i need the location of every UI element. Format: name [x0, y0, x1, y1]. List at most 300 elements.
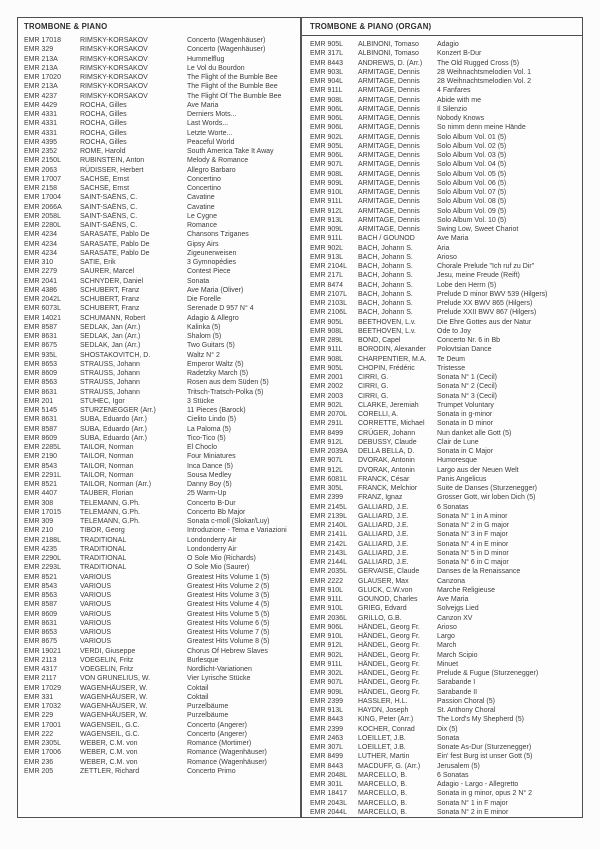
composer-name: RUBINSTEIN, Anton	[80, 157, 145, 165]
piece-title: South America Take It Away	[187, 148, 274, 155]
catalog-row	[24, 351, 296, 360]
piece-title: 6 Sonatas	[437, 503, 469, 511]
emr-number: EMR 2399	[310, 725, 344, 733]
composer-name: RIMSKY-KORSAKOV	[80, 74, 148, 81]
piece-title: O Sole Mio (Richards)	[187, 555, 256, 562]
emr-number: EMR 907L	[310, 679, 344, 687]
composer-name: STUHEC, Igor	[80, 397, 125, 405]
piece-title: Concertino	[187, 175, 221, 183]
composer-name: STRAUSS, Johann	[80, 379, 140, 387]
catalog-row	[24, 674, 296, 683]
emr-number: EMR 8587	[24, 425, 58, 433]
composer-name: BACH, Johann S.	[358, 253, 413, 261]
composer-name: GOUNOD, Charles	[358, 596, 418, 603]
composer-name: BACH, Johann S.	[358, 309, 413, 317]
catalog-row	[310, 114, 578, 123]
piece-title: Passion Choral (5)	[437, 697, 495, 705]
composer-name: TELEMANN, G.Ph.	[80, 518, 140, 525]
catalog-row	[310, 244, 578, 253]
piece-title: Greatest Hits Volume 8 (5)	[187, 638, 270, 646]
piece-title: Ave Maria (Oliver)	[187, 286, 244, 294]
piece-title: Largo	[437, 633, 455, 640]
composer-name: SCHUBERT, Franz	[80, 286, 140, 294]
piece-title: Humoresque	[437, 457, 478, 465]
catalog-row	[24, 425, 296, 434]
catalog-row	[310, 567, 578, 576]
emr-number: EMR 911L	[310, 346, 343, 354]
piece-title: Derniers Mots...	[187, 111, 237, 118]
composer-name: BACH, Johann S.	[358, 290, 413, 298]
composer-name: RIMSKY-KORSAKOV	[80, 83, 148, 91]
composer-name: ALBINONI, Tomaso	[358, 50, 419, 58]
emr-number: EMR 912L	[310, 207, 344, 215]
composer-name: LOEILLET, J.B.	[358, 744, 406, 751]
catalog-row	[24, 45, 296, 54]
emr-number: EMR 2399	[310, 494, 344, 502]
emr-number: EMR 17006	[24, 749, 61, 757]
piece-title: Greatest Hits Volume 1 (5)	[187, 573, 270, 581]
emr-number: EMR 5145	[24, 407, 58, 414]
emr-number: EMR 4237	[24, 92, 58, 100]
composer-name: TELEMANN, G.Ph.	[80, 499, 140, 507]
catalog-row	[24, 434, 296, 443]
piece-title: Sonata in C Major	[437, 448, 494, 455]
composer-name: SUBA, Eduardo (Arr.)	[80, 425, 147, 433]
emr-number: EMR 902L	[310, 651, 344, 659]
piece-title: Arioso	[437, 253, 457, 261]
section-trombone-piano	[18, 18, 300, 817]
emr-number: EMR 213A	[24, 83, 58, 91]
composer-name: ARMITAGE, Dennis	[358, 216, 420, 224]
composer-name: HÄNDEL, Georg Fr.	[358, 633, 420, 640]
composer-name: ARMITAGE, Dennis	[358, 96, 420, 104]
catalog-row	[310, 170, 578, 179]
emr-number: EMR 908L	[310, 96, 344, 104]
composer-name: ARMITAGE, Dennis	[358, 68, 420, 76]
composer-name: CRÜGER, Johann	[358, 429, 416, 437]
composer-name: TIBOR, Georg	[80, 527, 125, 535]
catalog-row	[24, 360, 296, 369]
composer-name: RIMSKY-KORSAKOV	[80, 37, 148, 44]
composer-name: CIRRI, G.	[358, 383, 389, 391]
catalog-row	[310, 632, 578, 641]
emr-number: EMR 14021	[24, 314, 61, 322]
piece-title: Concertino	[187, 185, 221, 192]
catalog-row	[310, 40, 578, 49]
composer-name: STRAUSS, Johann	[80, 388, 140, 396]
piece-title: Il Silenzio	[437, 105, 467, 113]
catalog-rows-left	[24, 36, 296, 776]
piece-title: Solo Album Vol. 01 (5)	[437, 133, 507, 141]
catalog-row	[24, 591, 296, 600]
composer-name: VERDI, Giuseppe	[80, 647, 136, 655]
composer-name: SATIE, Erik	[80, 259, 116, 266]
piece-title: Solo Album Vol. 03 (5)	[437, 152, 507, 159]
composer-name: ARMITAGE, Dennis	[358, 87, 420, 95]
composer-name: ARMITAGE, Dennis	[358, 142, 420, 150]
catalog-row	[24, 82, 296, 91]
emr-number: EMR 906L	[310, 152, 344, 159]
emr-number: EMR 8675	[24, 342, 58, 350]
piece-title: Danny Boy (5)	[187, 481, 232, 488]
catalog-row	[24, 730, 296, 739]
catalog-row	[310, 392, 578, 401]
catalog-row	[24, 499, 296, 508]
composer-name: GLAUSER, Max	[358, 577, 409, 585]
emr-number: EMR 4317	[24, 666, 58, 673]
catalog-row	[24, 600, 296, 609]
composer-name: SARASATE, Pablo De	[80, 240, 150, 248]
composer-name: KING, Peter (Arr.)	[358, 716, 414, 724]
piece-title: Coktail	[187, 684, 209, 692]
composer-name: ARMITAGE, Dennis	[358, 124, 420, 132]
composer-name: TAILOR, Norman	[80, 444, 134, 451]
composer-name: TELEMANN, G.Ph.	[80, 508, 140, 516]
catalog-row	[310, 373, 578, 382]
piece-title: Largo aus der Neuen Welt	[437, 466, 519, 474]
composer-name: ARMITAGE, Dennis	[358, 226, 420, 233]
catalog-row	[310, 197, 578, 206]
catalog-row	[24, 323, 296, 332]
piece-title: Sonata N° 1 in A minor	[437, 512, 508, 520]
emr-number: EMR 2044L	[310, 808, 347, 816]
emr-number: EMR 4331	[24, 129, 58, 137]
composer-name: VARIOUS	[80, 619, 111, 627]
piece-title: Romance (Wagenhäuser)	[187, 758, 267, 766]
piece-title: Lobe den Herrn (5)	[437, 281, 497, 289]
catalog-row	[24, 545, 296, 554]
piece-title: Greatest Hits Volume 3 (5)	[187, 592, 270, 599]
piece-title: Ave Maria	[437, 235, 469, 243]
catalog-row	[310, 327, 578, 336]
emr-number: EMR 2058L	[24, 212, 61, 220]
composer-name: VARIOUS	[80, 638, 111, 646]
piece-title: The Flight of the Bumble Bee	[187, 83, 278, 91]
emr-number: EMR 17001	[24, 721, 61, 729]
piece-title: Introduzione - Tema e Variazioni	[187, 527, 287, 535]
piece-title: Sonata N° 3 (Cecil)	[437, 392, 497, 400]
emr-number: EMR 909L	[310, 688, 344, 696]
piece-title: Ave Maria	[187, 101, 219, 109]
composer-name: LUTHER, Martin	[358, 753, 410, 761]
catalog-row	[310, 262, 578, 271]
catalog-row	[24, 369, 296, 378]
composer-name: TAILOR, Norman	[80, 462, 134, 470]
composer-name: HÄNDEL, Georg Fr.	[358, 688, 420, 696]
composer-name: VARIOUS	[80, 582, 111, 590]
piece-title: Shalom (5)	[187, 333, 222, 340]
composer-name: HÄNDEL, Georg Fr.	[358, 623, 420, 631]
catalog-row	[24, 249, 296, 258]
piece-title: Canzon XV	[437, 614, 473, 622]
piece-title: Nobody Knows	[437, 115, 485, 122]
piece-title: 6 Sonatas	[437, 771, 469, 779]
emr-number: EMR 289L	[310, 337, 344, 344]
catalog-row	[310, 160, 578, 169]
emr-number: EMR 911L	[310, 660, 343, 668]
piece-title: Minuet	[437, 660, 459, 668]
composer-name: WAGENSEIL, G.C.	[80, 721, 140, 729]
piece-title: Sonata c-moll (Slokar/Luy)	[187, 518, 270, 525]
catalog-row	[310, 401, 578, 410]
composer-name: SEDLAK, Jan (Arr.)	[80, 342, 141, 350]
composer-name: SCHUBERT, Franz	[80, 305, 140, 313]
composer-name: CIRRI, G.	[358, 374, 389, 381]
emr-number: EMR 902L	[310, 133, 344, 141]
composer-name: MARCELLO, B.	[358, 808, 408, 816]
catalog-row	[24, 138, 296, 147]
emr-number: EMR 912L	[310, 466, 344, 474]
emr-number: EMR 2103L	[310, 300, 347, 307]
composer-name: BACH / GOUNOD	[358, 235, 415, 243]
composer-name: RÜDISSER, Herbert	[80, 166, 144, 174]
emr-number: EMR 2107L	[310, 290, 347, 298]
composer-name: ROCHA, Gilles	[80, 101, 127, 109]
emr-number: EMR 8443	[310, 762, 344, 770]
catalog-row	[24, 341, 296, 350]
composer-name: CORELLI, A.	[358, 411, 399, 418]
composer-name: ARMITAGE, Dennis	[358, 133, 420, 141]
catalog-row	[310, 59, 578, 68]
emr-number: EMR 2043L	[310, 799, 347, 807]
piece-title: Cielito Lindo (5)	[187, 416, 237, 424]
piece-title: Sonata in g minor, opus 2 N° 2	[437, 790, 533, 798]
emr-number: EMR 2290L	[24, 555, 61, 562]
catalog-row	[310, 466, 578, 475]
piece-title: Four Miniatures	[187, 453, 236, 461]
catalog-row	[24, 517, 296, 526]
emr-number: EMR 17018	[24, 37, 61, 44]
piece-title: Te Deum	[437, 355, 466, 363]
piece-title: Ave Maria	[437, 596, 469, 603]
catalog-row	[24, 721, 296, 730]
emr-number: EMR 2305L	[24, 740, 61, 747]
composer-name: BOND, Capel	[358, 337, 401, 344]
emr-number: EMR 903L	[310, 68, 344, 76]
emr-number: EMR 2063	[24, 166, 58, 174]
composer-name: CIRRI, G.	[358, 392, 389, 400]
catalog-row	[24, 129, 296, 138]
composer-name: SEDLAK, Jan (Arr.)	[80, 323, 141, 331]
piece-title: Greatest Hits Volume 4 (5)	[187, 601, 270, 609]
piece-title: Romance (Mortimer)	[187, 740, 252, 747]
composer-name: MARCELLO, B.	[358, 799, 408, 807]
catalog-row	[310, 225, 578, 234]
catalog-row	[24, 156, 296, 165]
piece-title: Sonate As-Dur (Sturzenegger)	[437, 744, 532, 751]
composer-name: BEETHOVEN, L.v.	[358, 327, 416, 335]
composer-name: SCHNYDER, Daniel	[80, 277, 144, 285]
emr-number: EMR 210	[24, 527, 54, 535]
piece-title: Radetzky March (5)	[187, 370, 249, 377]
piece-title: Prelude & Fugue (Sturzenegger)	[437, 670, 539, 677]
piece-title: Grosser Gott, wir loben Dich (5)	[437, 494, 536, 502]
catalog-row	[310, 207, 578, 216]
composer-name: WAGENSEIL, G.C.	[80, 730, 140, 738]
composer-name: SCHUMANN, Robert	[80, 314, 146, 322]
piece-title: St. Anthony Choral	[437, 707, 496, 714]
composer-name: VARIOUS	[80, 629, 111, 636]
composer-name: SEDLAK, Jan (Arr.)	[80, 333, 141, 340]
composer-name: SAURER, Marcel	[80, 268, 135, 276]
piece-title: Sonata N° 2 in G major	[437, 522, 510, 529]
emr-number: EMR 2042L	[24, 296, 61, 303]
emr-number: EMR 2291L	[24, 471, 61, 479]
piece-title: Sonata	[187, 277, 210, 285]
composer-name: SAINT-SAËNS, C.	[80, 203, 138, 211]
emr-number: EMR 906L	[310, 115, 344, 122]
composer-name: GALLIARD, J.E.	[358, 559, 409, 566]
emr-number: EMR 8587	[24, 601, 58, 609]
emr-number: EMR 2048L	[310, 771, 347, 779]
composer-name: VOEGELIN, Fritz	[80, 656, 134, 664]
catalog-row	[310, 123, 578, 132]
catalog-row	[310, 290, 578, 299]
piece-title: Concerto (Wagenhäuser)	[187, 46, 266, 54]
emr-number: EMR 8609	[24, 434, 58, 442]
catalog-row	[24, 230, 296, 239]
catalog-row	[24, 711, 296, 720]
emr-number: EMR 913L	[310, 707, 344, 714]
piece-title: Londonderry Air	[187, 545, 237, 553]
composer-name: ROCHA, Gilles	[80, 111, 127, 118]
emr-number: EMR 912L	[310, 642, 344, 650]
catalog-row	[24, 397, 296, 406]
composer-name: DEBUSSY, Claude	[358, 438, 417, 446]
piece-title: Sonata N° 2 in E minor	[437, 808, 509, 816]
composer-name: WAGENHÄUSER, W.	[80, 693, 148, 701]
emr-number: EMR 911L	[310, 198, 343, 206]
composer-name: HÄNDEL, Georg Fr.	[358, 651, 420, 659]
piece-title: Purzelbäume	[187, 712, 229, 720]
catalog-row	[24, 267, 296, 276]
emr-number: EMR 2285L	[24, 444, 61, 451]
piece-title: Allegro Barbaro	[187, 166, 236, 174]
composer-name: ROCHA, Gilles	[80, 120, 127, 128]
emr-number: EMR 8563	[24, 379, 58, 387]
emr-number: EMR 907L	[310, 161, 344, 169]
emr-number: EMR 8521	[24, 481, 58, 488]
emr-number: EMR 309	[24, 518, 54, 525]
piece-title: March Scipio	[437, 651, 478, 659]
piece-title: Solo Album Vol. 05 (5)	[437, 170, 507, 178]
piece-title: Vier Lyrische Stücke	[187, 675, 251, 683]
catalog-row	[310, 355, 578, 364]
emr-number: EMR 2142L	[310, 540, 347, 548]
catalog-row	[24, 388, 296, 397]
piece-title: Sonata N° 1 in F major	[437, 799, 508, 807]
emr-number: EMR 906L	[310, 623, 344, 631]
catalog-row	[24, 647, 296, 656]
piece-title: Die Ehre Gottes aus der Natur	[437, 318, 532, 326]
piece-title: Konzert B-Dur	[437, 50, 482, 58]
catalog-row	[24, 203, 296, 212]
catalog-row	[24, 332, 296, 341]
emr-number: EMR 17020	[24, 74, 61, 81]
composer-name: BACH, Johann S.	[358, 300, 413, 307]
composer-name: ARMITAGE, Dennis	[358, 78, 420, 85]
piece-title: Nun danket alle Gott (5)	[437, 429, 512, 437]
catalog-row	[24, 415, 296, 424]
catalog-row	[24, 582, 296, 591]
composer-name: HASSLER, H.L.	[358, 697, 408, 705]
piece-title: Concerto (Angerer)	[187, 730, 247, 738]
emr-number: EMR 8631	[24, 388, 58, 396]
emr-number: EMR 4407	[24, 490, 58, 498]
emr-number: EMR 911L	[310, 235, 343, 243]
piece-title: Tico-Tico (5)	[187, 434, 226, 442]
piece-title: Gipsy Airs	[187, 240, 219, 248]
emr-number: EMR 913L	[310, 253, 344, 261]
emr-number: EMR 6081L	[310, 475, 347, 483]
emr-number: EMR 229	[24, 712, 54, 720]
piece-title: Romance	[187, 222, 217, 229]
composer-name: TRADITIONAL	[80, 564, 127, 572]
composer-name: BEETHOVEN, L.v.	[358, 318, 416, 326]
piece-title: Greatest Hits Volume 2 (5)	[187, 582, 270, 590]
piece-title: Ode to Joy	[437, 327, 471, 335]
composer-name: MARCELLO, B.	[358, 771, 408, 779]
emr-number: EMR 17004	[24, 194, 61, 202]
emr-number: EMR 17029	[24, 684, 61, 692]
piece-title: Sonata	[437, 734, 460, 742]
catalog-row	[24, 314, 296, 323]
composer-name: BORODIN, Alexander	[358, 346, 426, 354]
composer-name: GALLIARD, J.E.	[358, 522, 409, 529]
composer-name: ARMITAGE, Dennis	[358, 170, 420, 178]
catalog-row	[24, 554, 296, 563]
piece-title: Londonderry Air	[187, 536, 237, 544]
catalog-row	[24, 619, 296, 628]
catalog-row	[24, 767, 296, 776]
emr-number: EMR 6073L	[24, 305, 61, 313]
catalog-row	[24, 286, 296, 295]
piece-title: Chorale Prelude "Ich ruf zu Dir"	[437, 263, 535, 270]
catalog-row	[310, 77, 578, 86]
catalog-row	[24, 452, 296, 461]
composer-name: WEBER, C.M. von	[80, 740, 138, 747]
composer-name: HÄNDEL, Georg Fr.	[358, 670, 420, 677]
catalog-row	[24, 36, 296, 45]
composer-name: HAYDN, Joseph	[358, 707, 409, 714]
emr-number: EMR 17032	[24, 703, 61, 710]
emr-number: EMR 8609	[24, 370, 58, 377]
composer-name: HÄNDEL, Georg Fr.	[358, 642, 420, 650]
piece-title: Zigeunerweisen	[187, 249, 237, 257]
emr-number: EMR 213A	[24, 55, 58, 63]
piece-title: Chansons Tziganes	[187, 231, 249, 239]
catalog-row	[310, 86, 578, 95]
catalog-row	[310, 540, 578, 549]
catalog-row	[310, 734, 578, 743]
piece-title: Prelude XXII BWV 867 (Hilgers)	[437, 309, 537, 317]
piece-title: Sonata N° 4 in E minor	[437, 540, 509, 548]
catalog-row	[310, 771, 578, 780]
catalog-row	[24, 258, 296, 267]
piece-title: Danses de la Renaissance	[437, 568, 521, 576]
emr-number: EMR 2104L	[310, 263, 347, 270]
piece-title: Hummelflug	[187, 55, 225, 63]
emr-number: EMR 2293L	[24, 564, 61, 572]
piece-title: March	[437, 642, 457, 650]
piece-title: Prelude XX BWV 865 (Hilgers)	[437, 300, 533, 307]
catalog-row	[24, 166, 296, 175]
emr-number: EMR 302L	[310, 670, 344, 677]
composer-name: MARCELLO, B.	[358, 790, 408, 798]
emr-number: EMR 8499	[310, 753, 344, 761]
section-title-trombone-piano-organ: TROMBONE & PIANO (ORGAN)	[302, 21, 582, 36]
emr-number: EMR 217L	[310, 272, 344, 280]
